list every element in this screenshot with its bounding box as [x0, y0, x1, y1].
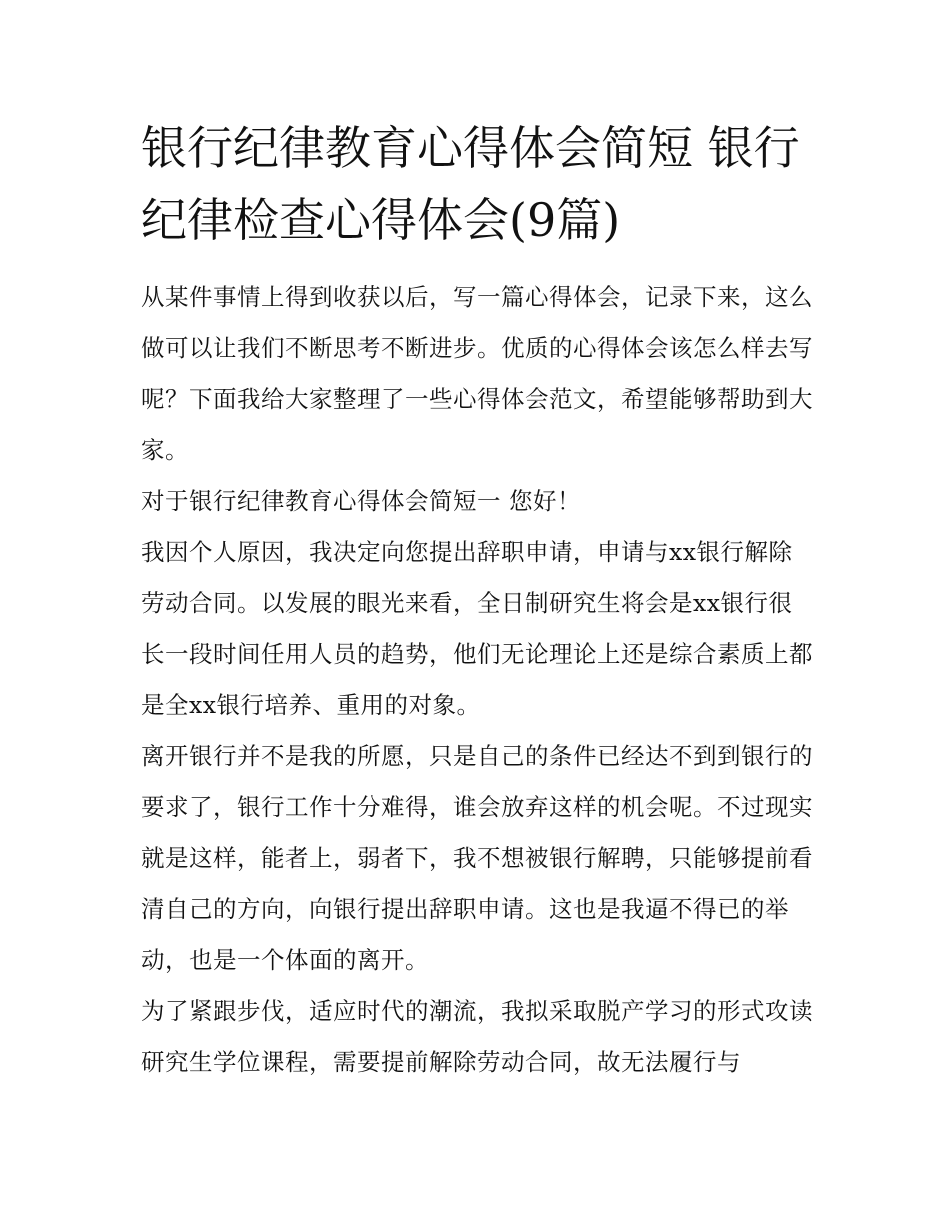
- paragraph-intro: 从某件事情上得到收获以后，写一篇心得体会，记录下来，这么做可以让我们不断思考不断进步。优质的心得体会该怎么样去写呢？下面我给大家整理了一些心得体会范文，希望能够帮助到大家。: [141, 283, 813, 464]
- paragraph-study: 为了紧跟步伐，适应时代的潮流，我拟采取脱产学习的形式攻读研究生学位课程，需要提前解除劳动合同，故无法履行与: [141, 997, 813, 1076]
- document-body: [141, 272, 813, 1088]
- document-content: [141, 112, 813, 1088]
- paragraph-reason: 我因个人原因，我决定向您提出辞职申请，申请与xx银行解除劳动合同。以发展的眼光来看，全日制研究生将会是xx银行很长一段时间任用人员的趋势，他们无论理论上还是综合素质上都是全xx银行培养、重用的对象。: [141, 538, 813, 719]
- paragraph-salutation: 对于银行纪律教育心得体会简短一 您好！: [141, 487, 581, 515]
- paragraph-leaving: 离开银行并不是我的所愿，只是自己的条件已经达不到到银行的要求了，银行工作十分难得，谁会放弃这样的机会呢。不过现实就是这样，能者上，弱者下，我不想被银行解聘，只能够提前看清自己的方向，向银行提出辞职申请。这也是我逼不得已的举动，也是一个体面的离开。: [141, 742, 813, 974]
- document-title: 银行纪律教育心得体会简短 银行纪律检查心得体会(9篇): [141, 121, 800, 247]
